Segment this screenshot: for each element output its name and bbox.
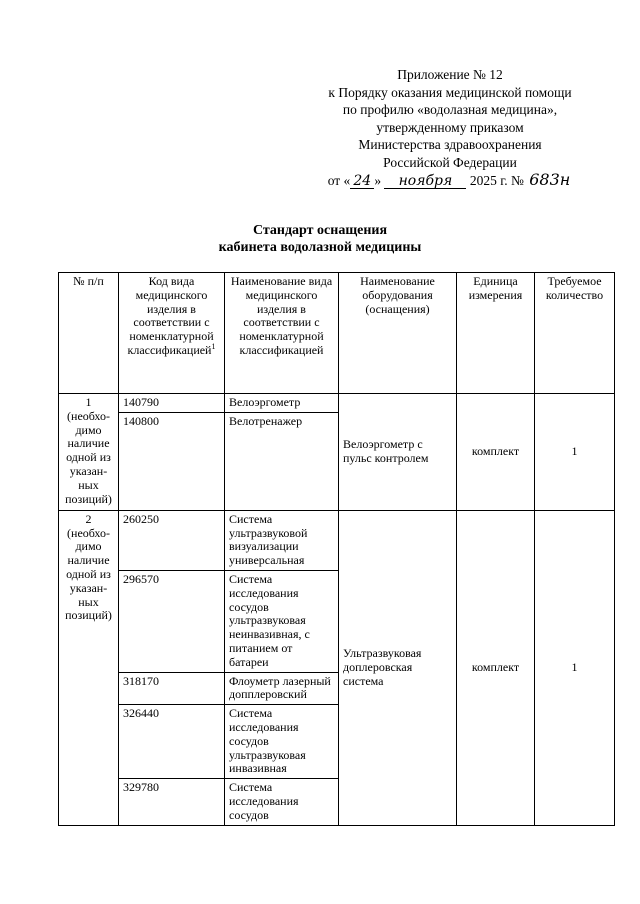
appendix-line: утвержденному приказом	[376, 119, 524, 135]
header-equipment: Наименование оборудования (оснащения)	[339, 273, 457, 394]
appendix-line: Министерства здравоохранения	[358, 137, 542, 153]
item-name: Велотренажер	[225, 412, 339, 510]
header-qty: Требуемое количество	[535, 273, 615, 394]
order-date-line	[300, 169, 600, 190]
item-name: Система ультразвуковой визуализации универсальная	[225, 510, 339, 570]
equipment-table	[58, 272, 615, 826]
group-equipment: Ультразвуковая доплеровская система	[339, 510, 457, 825]
item-name: Флоуметр лазерный допплеровский	[225, 672, 339, 705]
item-name: Велоэргометр	[225, 394, 339, 413]
footnote-ref: 1	[211, 341, 216, 351]
title-line-1: Стандарт оснащения	[252, 223, 388, 238]
group-unit: комплект	[457, 510, 535, 825]
table-row	[59, 394, 615, 413]
item-code: 329780	[119, 779, 225, 825]
header-code	[119, 273, 225, 394]
item-code: 260250	[119, 510, 225, 570]
group-qty: 1	[535, 510, 615, 825]
date-prefix: от «	[327, 172, 351, 188]
appendix-line: Приложение № 12	[397, 67, 503, 82]
item-name: Система исследования сосудов ультразвуковая неинвазивная, с питанием от батареи	[225, 570, 339, 672]
handwritten-month: ноября	[384, 174, 466, 189]
item-code: 326440	[119, 705, 225, 779]
item-code: 318170	[119, 672, 225, 705]
handwritten-order-number: 683н	[529, 169, 571, 189]
table-header-row	[59, 273, 615, 394]
group-num: 2 (необхо-димо наличие одной из указан-ных позиций)	[59, 510, 119, 825]
quote-close: »	[374, 172, 382, 188]
group-unit: комплект	[457, 394, 535, 511]
header-name: Наименование вида медицинского изделия в соответствии с номенклатурной классификацией	[225, 273, 339, 394]
header-unit: Единица измерения	[457, 273, 535, 394]
appendix-block	[300, 66, 600, 189]
item-name: Система исследования сосудов ультразвуковая инвазивная	[225, 705, 339, 779]
item-code: 296570	[119, 570, 225, 672]
appendix-line: по профилю «водолазная медицина»,	[342, 102, 558, 118]
item-code: 140800	[119, 412, 225, 510]
handwritten-day: 24	[350, 174, 374, 189]
appendix-line: Российской Федерации	[383, 154, 517, 170]
item-code: 140790	[119, 394, 225, 413]
year-text: 2025 г. №	[469, 172, 524, 188]
header-num: № п/п	[59, 273, 119, 394]
group-num: 1 (необхо-димо наличие одной из указан-ных позиций)	[59, 394, 119, 511]
header-code-text: Код вида медицинского изделия в соответствии с номенклатурной классификацией	[127, 274, 214, 357]
title-line-2: кабинета водолазной медицины	[218, 240, 422, 255]
appendix-line: к Порядку оказания медицинской помощи	[328, 84, 572, 100]
group-qty: 1	[535, 394, 615, 511]
table-row	[59, 510, 615, 570]
document-title	[140, 222, 500, 256]
group-equipment: Велоэргометр с пульс контролем	[339, 394, 457, 511]
item-name: Система исследования сосудов	[225, 779, 339, 825]
